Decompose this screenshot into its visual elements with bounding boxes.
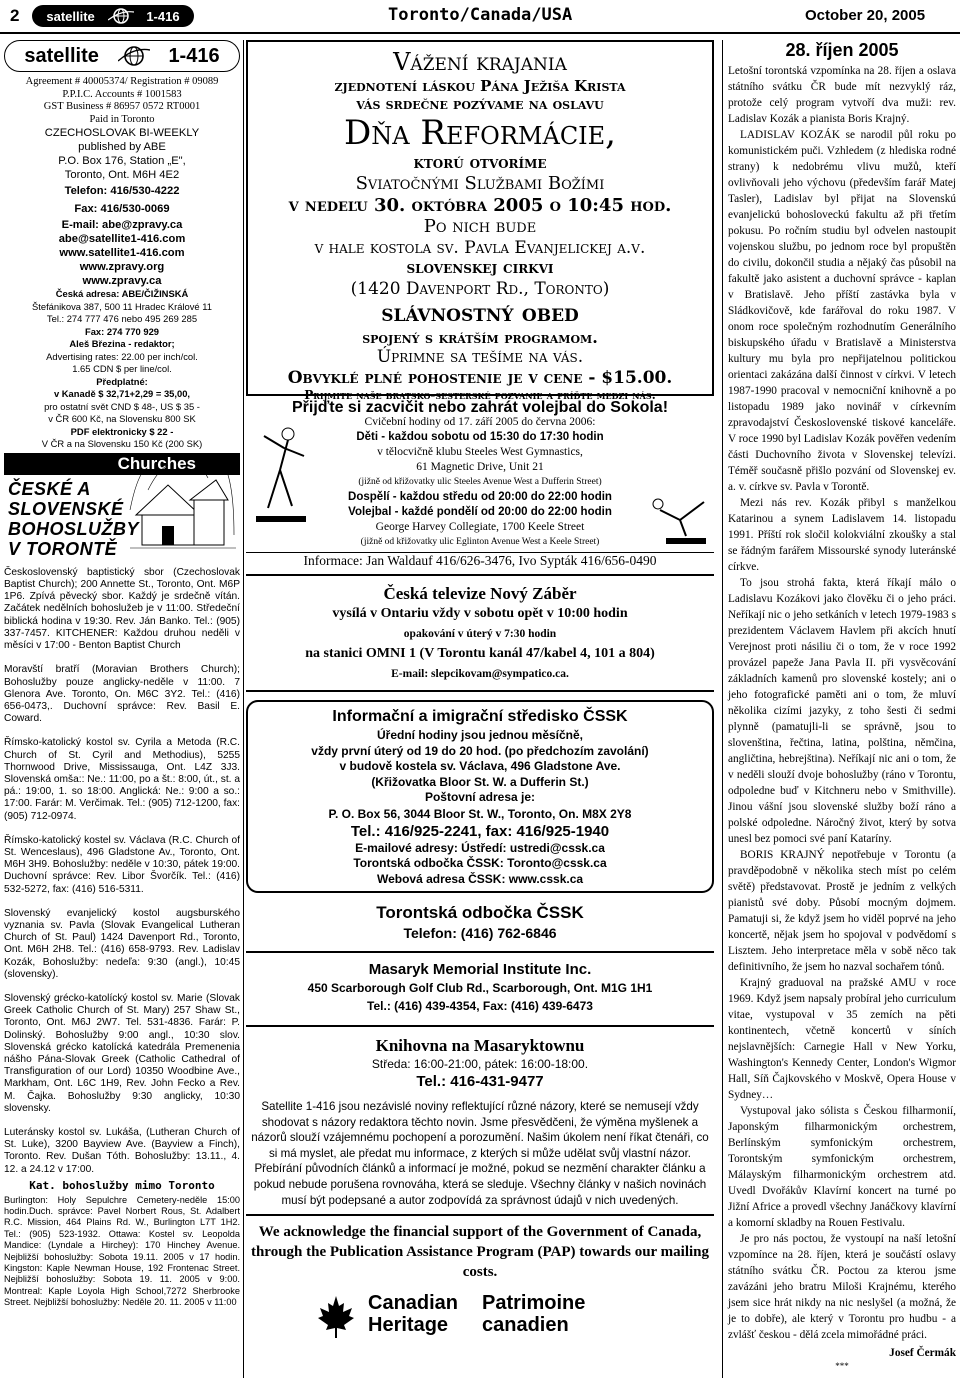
invite-line: Prijmite naše bratsko-sesterské pozvanie a príďte medzi nás. xyxy=(304,387,656,402)
masthead-line: GST Business # 86957 0572 RT0001 xyxy=(43,101,201,113)
article-paragraph: Je pro nás poctou, že vystoupí na naší letošní vzpomínce na 28. říjen, která je součástí oslavy státního svátku ČR. Poctou za kterou jsme zavázáni jeho bratru Miloši Krajnému, kterého jsem sice hrát nikdy na nic neslyšel (a možná, že je to dobře), ale který v Torontu pro hudbu - a zvlášť českou - dělá zcela mimořádné práci. xyxy=(728,1233,956,1341)
branch-phone: Telefon: (416) 762-6846 xyxy=(403,925,557,941)
heading-line: V TORONTĚ xyxy=(8,538,118,559)
email-link[interactable]: E-mail: abe@zpravy.ca xyxy=(61,219,183,232)
sokol-line: Cvičební hodiny od 17. září 2005 do června 2006: xyxy=(364,416,596,428)
invite-line: spojený s krátším programom. xyxy=(362,327,598,347)
section-title: Toronto/Canada/USA xyxy=(388,5,573,25)
czech-tv-ad xyxy=(246,574,714,692)
web-link[interactable]: www.zpravy.org xyxy=(79,261,165,274)
heading-line: BOHOSLUŽBY xyxy=(8,518,139,539)
article-paragraph: Letošní torontská vzpomínka na 28. říjen a oslava státního svátku ČR bude mít nezvyklý ráz, protože celý program vytvoří dva muži: rev. Ladislav Kozák a pianista Boris Krajný. xyxy=(728,65,956,125)
library-title: Knihovna na Masaryktownu xyxy=(375,1036,585,1055)
invite-line: zjednotení láskou Pána Ježiša Krista xyxy=(334,76,626,95)
church-sketch xyxy=(128,460,238,552)
heading-line: SLOVENSKÉ xyxy=(8,498,124,519)
church-text: Slovenský evanjelický kostol augsburského vyznania sv. Pavla (Slovak Evangelical Lutheran Church of St. Paul) 1424 Davenport Rd., Toronto, Ont. M6H 2H8. Tel.: (416) 658-9793. Rev. Ladislav Kozák, Bohoslužby: nedeľa: 9:30 (angl.), 10:45 (slovensky). xyxy=(4,907,240,980)
masthead-line: 1.65 CDN $ per line/col. xyxy=(72,363,172,375)
article-paragraph: BORIS KRAJNÝ nepotřebuje v Torontu (a pravděpodobně v několika stech míst po celém světě) představovat. Prostě je jedním z velkých pianistů své doby. Působí mocným dojmem. Pamatuji si, že když jsem ho viděl poprvé na jeho koncertě, nějak jsem ho spojoval v podvědomí s Lisztem. Jeho interpretace měla v sobě něco tak definitivního, že jsem ho nazval sochařem tónů. xyxy=(728,849,956,973)
article-paragraph: To jsou strohá fakta, která říkají málo o Ladislavu Kozákovi jako člověku či o jeho práci. Neříkají nic o jeho setkáních v letech 1979-1983 s prezidentem Václavem Havlem při akcích hnutí Verejnost proti násiliu či o tom, že v roce 1992 provázel papeže Jana Pavla II. při vysvěcování základních kamenů pro slovenské kostely; ani o jeho fotografické paměti ani o tom, že mluví několika cizími jazyky, z toho šesti či sedmi plynně (pamatujli-li se správně, jsou to slovenština, řečtina, latina, polština, němčina, angličtina, hebrejština). Neříkají nic ani o tom, že v neděli slouží dvoje bohoslužby (ráno v Torontu, odpoledne buď v Kitchneru nebo v Smithville). Jinou vášní jsou slovenské služby boží ráno a polské odpoledne. Náročný život, který by sotva unesl bez pomoci své paní Kataríny. xyxy=(728,577,956,845)
churches-banner: Churches xyxy=(4,453,240,475)
invite-line: Úprimne sa tešíme na vás. xyxy=(376,347,584,368)
invite-line: vás srdečne pozývame na oslavu xyxy=(356,94,604,113)
cssk-line: Poštovní adresa je: xyxy=(424,790,536,804)
masthead-line: v ČR 600 Kč, na Slovensku 800 SK xyxy=(48,413,196,425)
masthead-line: Advertising rates: 22.00 per inch/col. xyxy=(46,350,198,362)
sokol-title: Přijďte si zacvičit nebo zahrát volejbal do Sokola! xyxy=(291,399,669,416)
invite-line: Vážení krajania xyxy=(393,48,567,76)
page-header xyxy=(0,0,960,34)
masaryk-title: Masaryk Memorial Institute Inc. xyxy=(368,961,592,978)
cssk-web[interactable]: Webová adresa ČSSK: www.cssk.ca xyxy=(376,871,584,886)
masthead-line: Agreement # 40005374/ Registration # 09089 xyxy=(25,76,219,87)
invite-line: Po nich bude xyxy=(423,216,537,238)
globe-icon xyxy=(118,45,150,67)
masaryk-address: 450 Scarborough Golf Club Rd., Scarborough, Ont. M1G 1H1 xyxy=(307,981,653,995)
tv-line: opakování v úterý v 7:30 hodin xyxy=(403,628,557,640)
logo-text-fr: canadien xyxy=(482,1314,569,1337)
section-rule xyxy=(246,951,714,953)
cssk-line: v budově kostela sv. Václava, 496 Gladstone Ave. xyxy=(339,759,621,773)
church-text: Burlington: Holy Sepulchre Cemetery-neděle 15:00 hodin.Duch. správce: Pavel Norbert Rous, St. Adalbert R.C. Mission, 464 Plains Rd. W., Burlington L7T 1H2. Tel.: (905) 523-1932. Ottawa: Kostel sv. Leopolda Mandice: (Lyndale a Hirchey): 170 Hinchey Avenue. Nejbližší bohoslužby: Sobota 19.11. 2005 v 17 hodin. Kingston: Kaple Newman House, 192 Frontenac Street. Nejbližší bohoslužby: Sobota 19. 11. 2005 v 9:00. Montreal: Kaple Loyola High School,7272 Sherbrooke Street. Nejbližší bohoslužby: Neděle 20. 11. 2005 v 11:00 xyxy=(4,1194,240,1308)
masthead-line: Štefánikova 387, 500 11 Hradec Králové 11 xyxy=(32,300,212,312)
czech-address xyxy=(4,288,240,451)
masthead-line: Česká adresa: ABE/ČIŽINSKÁ xyxy=(55,288,189,300)
cssk-line: vždy první úterý od 19 do 20 hod. (po předchozím zavolání) xyxy=(311,743,649,758)
branch-title: Torontská odbočka ČSSK xyxy=(376,903,584,922)
right-column-article xyxy=(728,40,956,1371)
brand-number: 1-416 xyxy=(146,8,180,24)
cssk-line: (Křižovatka Bloor St. W. a Dufferin St.) xyxy=(371,774,589,789)
tv-title: Česká televize Nový Záběr xyxy=(383,584,577,603)
library-phone: Tel.: 416-431-9477 xyxy=(416,1073,544,1090)
invite-line: Obvyklé plné pohostenie je v cene - $15.00. xyxy=(287,367,673,388)
invite-line: slávnostný obed xyxy=(381,298,579,328)
reformation-invitation xyxy=(246,40,714,402)
middle-column xyxy=(246,40,714,1348)
page-number: 2 xyxy=(10,6,20,25)
globe-icon xyxy=(108,8,134,24)
sokol-line: George Harvey Collegiate, 1700 Keele Street xyxy=(375,521,585,533)
sokol-line: Dospělí - každou středu od 20:00 do 22:00 hodin xyxy=(348,491,612,503)
library-hours: Středa: 16:00-21:00, pátek: 16:00-18:00. xyxy=(371,1057,589,1071)
cssk-line: P. O. Box 56, 3044 Bloor St. W., Toronto, On. M8X 2Y8 xyxy=(328,806,632,821)
article-title: 28. říjen 2005 xyxy=(785,40,899,60)
church-text: Slovenský grécko-katolícký kostol sv. Marie (Slovak Greek Catholic Church of St. Mary) 257 Shaw St., Toronto, Ont. M6J 2W7. Tel. 531-4836. Farár: P. Dolinský. Bohoslužby 9:00 angl., 10:30 slov. Slovenská grécko katolícká katedrála Premenenia nášho Pána-Slovak Greek (Catholic Cathedral of Transfiguration of our Lord) 10350 Woodbine Ave., Markham, Ont. L6C 1H9, Rev. John Fecko a Rev. M. Čajka. Bohoslužby 9:30 anglicky, 10:30 slovensky. xyxy=(4,992,240,1114)
masthead-logo xyxy=(4,40,240,72)
masthead-line: pro ostatní svět CND $ 48-, US $ 35 - xyxy=(44,400,200,412)
church-entry xyxy=(4,908,240,981)
church-text: Moravští bratří (Moravian Brothers Church); Bohoslužby pouze anglicky-neděle v 11:00. 7 Glenora Ave. Toronto, On. M6C 3Y2. Tel.: (416) 656-0473,. Duchovní správce: Rev. Basil E. Coward. xyxy=(4,664,240,725)
header-brand-pill xyxy=(32,5,194,27)
invite-line: v hale kostola sv. Pavla Evanjelickej a.v. xyxy=(314,237,646,258)
invite-line: (1420 Davenport Rd., Toronto) xyxy=(350,278,610,299)
masaryk-phone: Tel.: (416) 439-4354, Fax: (416) 439-6473 xyxy=(367,999,593,1013)
sokol-line: Volejbal - každé pondělí od 20:00 do 22:00 hodin xyxy=(348,506,612,518)
tv-line: vysílá v Ontariu vždy v sobotu opět v 10:00 hodin xyxy=(332,606,628,621)
church-text: Luteránsky kostol sv. Lukáša, (Lutheran Church of St. Luke), 3200 Bayview Ave. (Bayview a Finch), Toronto. Rev. Dušan Tóth. Bohoslužby: 13.11., 4. 12. a 24.12 v 17:00. xyxy=(4,1127,240,1175)
sokol-line: (jižně od křižovatky ulic Steeles Avenue West a Dufferin Street) xyxy=(358,477,602,487)
church-entry xyxy=(4,737,240,822)
cssk-ad xyxy=(246,700,714,893)
masthead-line: Toronto, Ont. M6H 4E2 xyxy=(64,169,180,182)
logo-number: 1-416 xyxy=(168,44,220,67)
church-entry xyxy=(4,1195,240,1309)
logo-text-en: Canadian xyxy=(368,1292,459,1315)
sokol-line: v tělocvičně klubu Steeles West Gymnastics, xyxy=(377,446,583,458)
gymnast-sketch xyxy=(646,490,712,550)
article-paragraph: Vystupoval jako sólista s Českou filharmonií, Japonským filharmonickým orchestrem, Berlínským symfonickým orchestrem, Torontským symfonickým orchestrem, Málayským filharmonickým orchestrem atd. Uvedl Dvořákův Klavírní koncert na turné po Jižní Africe a provedl všechny Janáčkovy klavírní a komorní skladby na Rouen Festivalu. xyxy=(728,1105,956,1229)
church-entry xyxy=(4,567,240,652)
masthead-line: Tel.: 274 777 476 nebo 495 269 285 xyxy=(46,313,198,325)
masthead-line: P.O. Box 176, Station „E", xyxy=(58,155,186,168)
sokol-line: 61 Magnetic Drive, Unit 21 xyxy=(416,461,544,473)
logo-text-fr: Patrimoine xyxy=(482,1292,586,1315)
invite-line: slovenskej cirkvi xyxy=(406,258,554,279)
email-link[interactable]: abe@satellite1-416.com xyxy=(58,233,186,246)
tv-line: na stanici OMNI 1 (V Torontu kanál 47/kabel 4, 101 a 804) xyxy=(305,646,655,661)
masthead-line: P.P.I.C. Accounts # 1001583 xyxy=(62,88,182,100)
sokol-line: (jižně od křižovatky ulic Eglinton Avenue West a Keele Street) xyxy=(360,537,600,547)
sokol-line: Děti - každou sobotu od 15:30 do 17:30 hodin xyxy=(356,431,604,443)
article-paragraph: Krajný graduoval na pražské AMU v roce 1969. Když jsem napsaly probíral jeho curriculum vitae, vystupoval v 35 zemích na pěti kontinentech, včetně koncertů v síních nejslavnějších: Carnegie Hall v New Yorku, Washington's Kennedy Center, London's Wigmor Hall, Síň Čajkovského v Moskvě, Opera House v Sydney… xyxy=(728,977,956,1101)
maple-leaf-icon xyxy=(316,1294,356,1338)
outside-heading: Kat. bohoslužby mimo Toronto xyxy=(29,1178,215,1192)
article-paragraph: LADISLAV KOZÁK se narodil půl roku po komunistickém puči. Vzhledem (z hlediska rodné strany) k nedobrému vlivu mužů, kteří ovlivňovali jeho výchovu (především farář Matej Tasler), Ladislav byl přijat na Slovenskú evanjelickú bohosloveckú fakultu až při třetím pokusu. Po ročním studiu byl odvelen nastoupit vojenskou službu, po jednom roce byl propuštěn do civilu, dokončil studia a nějaký čas působil na fakultě jako asistent a duchovní správce - kaplan v Bratislavě. Jeho příští zastávka byla v Sládkovičově, kde farářoval do roku 1987. V onom roce společným rozhodnutím Generálního biskupského úřadu v Bratislavě a Ministerstva kultury mu byla pro nepřijatelnou politickou orientaci zakázána další činnost v církvi. V letech 1987-1990 pracoval v nemocniční knihovně a po listopadu 1989 jako novinář v církevním zpravodajství Československé tiskové kanceláře. V roce 1990 byl Ladislav Kozák pověřen vedením části Duchovního života v Slovenskej televízi. Téměř současně přišlo pozvání od Slovenskej ev. a. v. církve sv. Pavla v Torontě. xyxy=(728,129,956,493)
left-column xyxy=(4,40,240,1309)
article-paragraph: Mezi nás rev. Kozák přibyl s manželkou Katarinou a synem Ladislavem 14. listopadu 1991. Příští rok sločil kolokviální zkoušky a stal se řádným farářem Missourské synody luteránské církve. xyxy=(728,497,956,573)
cssk-email[interactable]: Torontská odbočka ČSSK: Toronto@cssk.ca xyxy=(353,856,607,870)
masthead-line: published by ABE xyxy=(78,141,166,154)
article-author: Josef Čermák xyxy=(889,1347,956,1359)
gymnast-sketch xyxy=(250,420,310,530)
invite-line: Sviatočnými Službami Božími xyxy=(355,173,605,195)
invite-line: ktorú otvoríme xyxy=(413,152,547,173)
masthead-line: Paid in Toronto xyxy=(89,113,155,125)
disclaimer: Satellite 1-416 jsou nezávislé noviny reflektující různé názory, které se nemusejí vždy shodovat s názory redaktora těchto novin. Jsme přesvědčeni, že výměna myšlenek a názorů slouží vzájemnému pochopení a porozumění. Našim úkolem není říkat čtenáři, co si má myslet, ale předat mu informace, z kterých si může udělat svůj vlastní názor. Přebírání původních článků a informací je možné, pokud se nezmění charakter článku a pokud nebude porušena rovnováha, která se sleduje. Všechny články v našich novinách musí být podepsané a autor zodpovídá za správnost údajů v nich uvedených. xyxy=(251,1100,709,1207)
fax: Fax: 416/530-0069 xyxy=(74,203,170,216)
phone: Telefon: 416/530-4222 xyxy=(64,185,180,198)
invite-line: v nedeľu 30. októbra 2005 o 10:45 hod. xyxy=(288,194,672,216)
church-entry xyxy=(4,1127,240,1176)
canadian-heritage-logo xyxy=(246,1288,714,1348)
masthead-line: v Kanadě $ 32,71+2,29 = 35,00, xyxy=(53,388,191,400)
article-end-mark: *** xyxy=(835,1361,849,1371)
header-rule xyxy=(0,32,960,34)
logo-name: satellite xyxy=(24,44,99,67)
church-entry xyxy=(4,664,240,725)
web-link[interactable]: www.satellite1-416.com xyxy=(59,247,185,260)
church-entry xyxy=(4,835,240,896)
heading-line: ČESKÉ A xyxy=(8,478,91,499)
publisher-info xyxy=(4,126,240,288)
church-text: Římsko-katolický kostol sv. Cyrila a Metoda (R.C. Church of St. Cyril and Methodius), 5255 Thornwood Drive, Mississauga, Ont. L4Z 3J3. Slovenská omša:: Ne.: 11:00, po a št.: 8:00, út., st. a pá.: 19:00, 1. so 18:00. Anglická: Ne.: 9:00 a so.: 17:00. Farár: M. Verčimak. Tel.: (905) 712-1200, fax: (905) 712-0974. xyxy=(4,737,240,822)
cssk-email[interactable]: E-mailové adresy: Ústředí: ustredi@cssk.ca xyxy=(355,840,605,855)
masthead-line: Předplatné: xyxy=(96,375,148,387)
sokol-ad xyxy=(246,400,714,568)
issue-date: October 20, 2005 xyxy=(805,7,926,24)
cssk-line: Úřední hodiny jsou jednou měsíčně, xyxy=(376,728,584,742)
masthead-info xyxy=(4,76,240,126)
web-link[interactable]: www.zpravy.ca xyxy=(82,275,162,288)
masthead-line: Aleš Březina - redaktor; xyxy=(69,338,175,350)
church-text: Římsko-katolický kostel sv. Václava (R.C. Church of St. Wenceslaus), 496 Gladstone Av., Toronto, Ont. M6H 3H9. Bohoslužby: neděle v 10:30, pátek 19:00. Duchovní správce: Rev. Libor Švorčík. Tel.: (416) 532-5272, fax: (416) 516-5311. xyxy=(4,834,240,895)
invite-headline: Dňa Reformácie, xyxy=(344,112,616,153)
column-divider xyxy=(243,40,244,1378)
masthead-line: PDF elektronicky $ 22 - xyxy=(70,425,174,437)
brand-name: satellite xyxy=(46,8,95,24)
library-ad xyxy=(246,1025,714,1091)
masaryk-ad xyxy=(246,961,714,1015)
column-divider xyxy=(722,40,723,1378)
church-entry xyxy=(4,993,240,1115)
masthead-line: V ČR a na Slovensku 150 Kč (200 SK) xyxy=(41,438,203,450)
logo-text-en: Heritage xyxy=(368,1314,449,1337)
tv-email[interactable]: E-mail: slepcikovam@sympatico.ca. xyxy=(391,668,569,680)
cssk-line: Tel.: 416/925-2241, fax: 416/925-1940 xyxy=(350,822,610,840)
church-text: Československý baptistický sbor (Czechoslovak Baptist Church); 200 Annette St., Toronto, Ont. M6P 1P6. Zpívá pěvecký sbor. Každý je srdečně vítán. Začátek nedělních bohoslužeb je v 11:00. Středeční biblická hodina v 19:30. Rev. Ján Banko. Tel.: (905) 337-7457. KITCHENER: Každou druhou neděli v měsíci v 17:00 - Benton Baptist Church xyxy=(4,566,240,652)
masthead-line: Fax: 274 770 929 xyxy=(84,325,160,337)
masthead-line: CZECHOSLOVAK BI-WEEKLY xyxy=(44,127,200,140)
cssk-title: Informační a imigrační středisko ČSSK xyxy=(332,708,628,725)
cssk-branch xyxy=(246,903,714,943)
funding-acknowledgement: We acknowledge the financial support of the Government of Canada, through the Publication Assistance Program (PAP) towards our mailing costs. xyxy=(246,1214,714,1282)
sokol-contact: Informace: Jan Waldauf 416/626-3476, Ivo Sypták 416/656-0490 xyxy=(246,552,714,568)
